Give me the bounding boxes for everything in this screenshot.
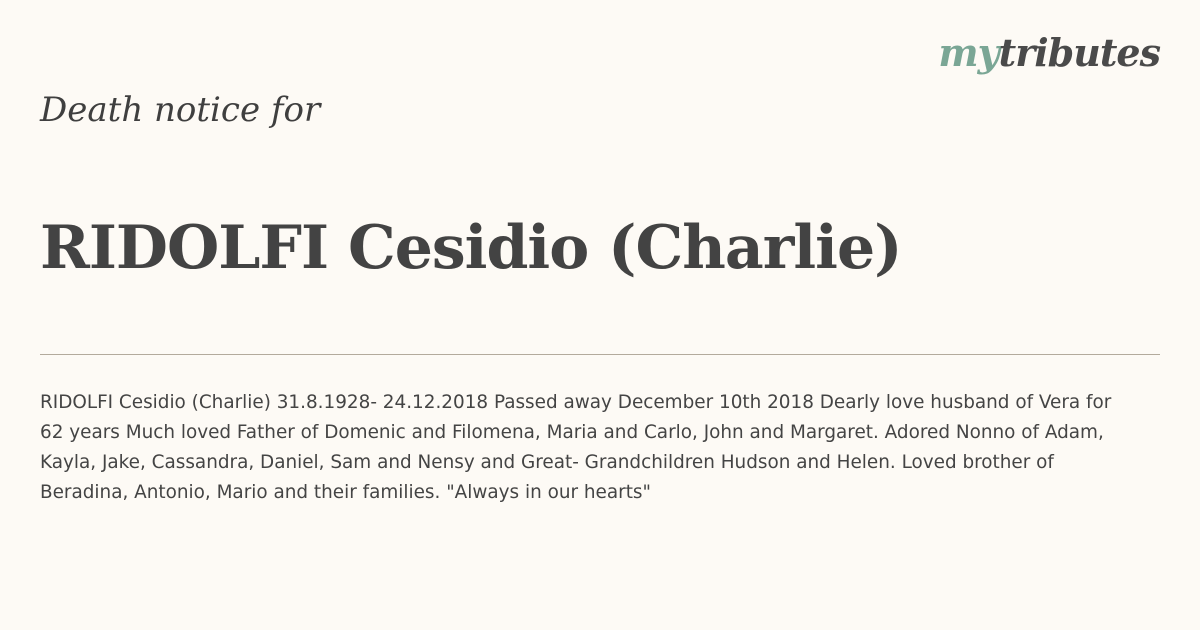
logo-tributes-text: tributes (998, 30, 1160, 75)
notice-text: RIDOLFI Cesidio (Charlie) 31.8.1928- 24.12.2018 Passed away December 10th 2018 Dearly love husband of Vera for 62 years Much loved Father of Domenic and Filomena, Maria and Carlo, John and Margaret. Adored Nonno of Adam, Kayla, Jake, Cassandra, Daniel, Sam and Nensy and Great- Grandchildren Hudson and Helen. Loved brother of Beradina, Antonio, Mario and their families. "Always in our hearts" (40, 392, 1112, 503)
logo-my-text: my (938, 30, 999, 75)
divider (40, 354, 1160, 355)
mytributes-logo[interactable] (938, 30, 1160, 75)
deceased-name: RIDOLFI Cesidio (Charlie) (40, 213, 902, 283)
notice-heading: Death notice for (40, 90, 321, 130)
